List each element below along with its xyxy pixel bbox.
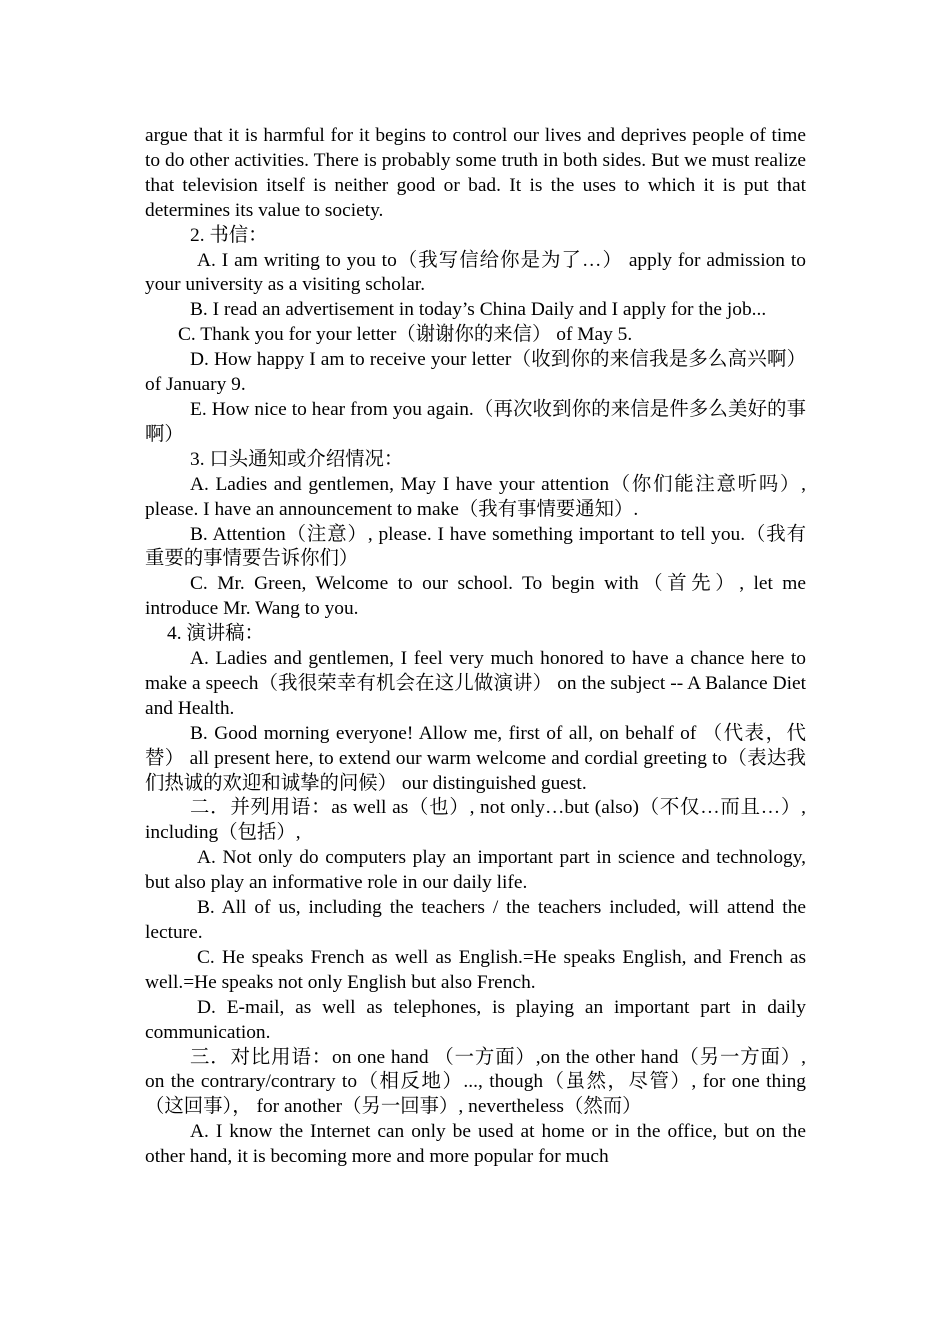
paragraph: E. How nice to hear from you again.（再次收到你的来信是件多么美好的事啊）: [145, 398, 806, 445]
paragraph: C. He speaks French as well as English.=He speaks English, and French as well.=He speaks not only English but also French.: [145, 946, 806, 993]
paragraph: A. Ladies and gentlemen, May I have your attention（你们能注意听吗）, please. I have an announcement to make（我有事情要通知）.: [145, 473, 806, 520]
paragraph: B. Good morning everyone! Allow me, first of all, on behalf of （代表，代替） all present here, to extend our warm welcome and cordial greeting to（表达我们热诚的欢迎和诚挚的问候） our distinguished guest.: [145, 722, 806, 794]
paragraph: D. E-mail, as well as telephones, is playing an important part in daily communication.: [145, 996, 806, 1043]
paragraph: A. I am writing to you to（我写信给你是为了…） apply for admission to your university as a visiting scholar.: [145, 249, 806, 296]
paragraph: C. Mr. Green, Welcome to our school. To begin with（首先）, let me introduce Mr. Wang to you.: [145, 573, 806, 620]
paragraph: C. Thank you for your letter（谢谢你的来信） of May 5.: [178, 324, 633, 346]
paragraph: 2. 书信：: [190, 224, 268, 246]
body-text: [145, 124, 806, 1170]
paragraph: argue that it is harmful for it begins to control our lives and deprives people of time to do other activities. There is probably some truth in both sides. But we must realize that television itself is neither good or bad. It is the uses to which it is put that determines its value to society.: [145, 125, 806, 221]
paragraph: B. All of us, including the teachers / the teachers included, will attend the lecture.: [145, 897, 806, 943]
paragraph: A. Ladies and gentlemen, I feel very much honored to have a chance here to make a speech（我很荣幸有机会在这儿做演讲） on the subject -- A Balance Diet and Health.: [145, 648, 806, 719]
paragraph: B. Attention（注意）, please. I have something important to tell you.（我有重要的事情要告诉你们）: [145, 523, 806, 570]
paragraph: 三．对比用语：on one hand （一方面）,on the other hand（另一方面）, on the contrary/contrary to（相反地）..., though（虽然，尽管）, for one thing （这回事）， for another（另一回事）, nevertheless（然而）: [145, 1046, 806, 1118]
paragraph: D. How happy I am to receive your letter（收到你的来信我是多么高兴啊） of January 9.: [145, 349, 806, 396]
paragraph: 4. 演讲稿：: [167, 623, 264, 645]
paragraph: A. Not only do computers play an important part in science and technology, but also play an informative role in our daily life.: [145, 847, 806, 894]
paragraph: 3. 口头通知或介绍情况：: [190, 448, 404, 470]
paragraph: A. I know the Internet can only be used at home or in the office, but on the other hand, it is becoming more and more popular for much: [145, 1121, 806, 1168]
paragraph: B. I read an advertisement in today’s China Daily and I apply for the job...: [190, 299, 767, 321]
paragraph: 二．并列用语：as well as（也）, not only…but (also)（不仅…而且…）, including（包括）,: [145, 797, 806, 844]
